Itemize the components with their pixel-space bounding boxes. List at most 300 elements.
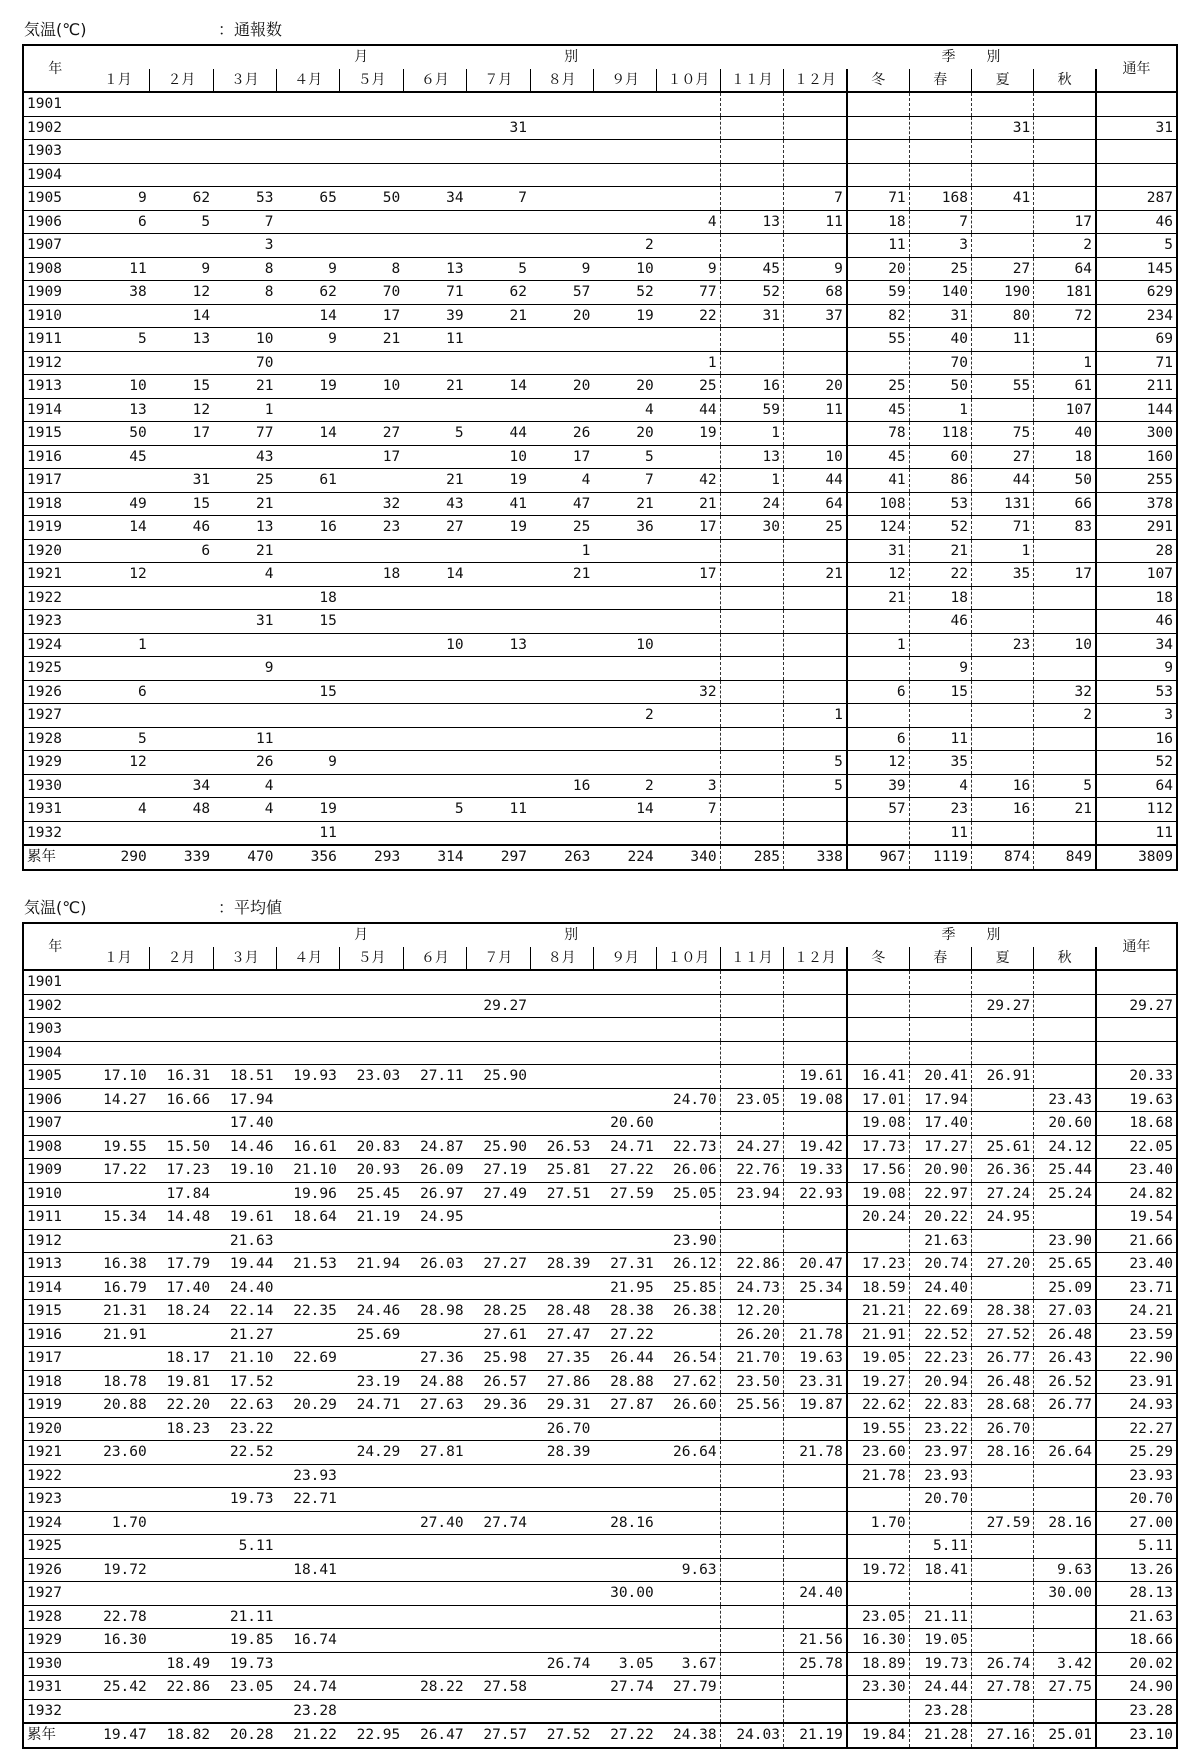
month-value-cell [720, 1041, 783, 1065]
annual-value-cell: 5.11 [1096, 1535, 1177, 1559]
month-value-cell: 48 [150, 798, 213, 822]
month-value-cell [150, 1582, 213, 1606]
total-label: 累年 [23, 1723, 86, 1748]
month-value-cell: 293 [340, 845, 403, 870]
season-value-cell: 27.20 [971, 1253, 1033, 1277]
season-value-cell: 24.12 [1034, 1135, 1096, 1159]
month-value-cell [530, 751, 593, 775]
month-value-cell [213, 1511, 276, 1535]
month-value-cell [530, 163, 593, 187]
annual-value-cell: 234 [1096, 304, 1177, 328]
month-value-cell [403, 657, 466, 681]
month-column-header: ４月 [277, 69, 340, 93]
month-value-cell [593, 1206, 656, 1230]
season-value-cell [909, 1041, 971, 1065]
annual-value-cell: 23.40 [1096, 1253, 1177, 1277]
month-value-cell: 27.58 [467, 1676, 530, 1700]
season-value-cell: 66 [1034, 492, 1096, 516]
month-value-cell: 25.05 [657, 1182, 720, 1206]
season-value-cell: 55 [971, 375, 1033, 399]
month-value-cell: 22.86 [150, 1676, 213, 1700]
caption-label: 気温(℃) [24, 20, 87, 39]
month-column-header: ５月 [340, 947, 403, 971]
month-value-cell [720, 610, 783, 634]
year-cell: 1921 [23, 563, 86, 587]
month-value-cell: 23 [340, 516, 403, 540]
month-value-cell [403, 1041, 466, 1065]
month-value-cell: 19 [467, 516, 530, 540]
year-cell: 1929 [23, 751, 86, 775]
month-value-cell [593, 1018, 656, 1042]
season-value-cell: 5.11 [909, 1535, 971, 1559]
month-value-cell: 26.44 [593, 1347, 656, 1371]
month-value-cell [86, 1652, 149, 1676]
month-value-cell: 25 [657, 375, 720, 399]
table-row [23, 727, 1177, 751]
year-cell: 1901 [23, 92, 86, 116]
month-value-cell: 20.28 [213, 1723, 276, 1748]
month-value-cell: 25.90 [467, 1065, 530, 1089]
month-value-cell: 17 [340, 304, 403, 328]
year-cell: 1930 [23, 1652, 86, 1676]
month-value-cell [403, 1699, 466, 1723]
month-value-cell [530, 210, 593, 234]
month-value-cell [720, 704, 783, 728]
season-value-cell [847, 1488, 909, 1512]
annual-value-cell: 145 [1096, 257, 1177, 281]
table-row [23, 445, 1177, 469]
month-column-header: １月 [86, 69, 149, 93]
season-value-cell: 35 [971, 563, 1033, 587]
month-value-cell: 19 [277, 798, 340, 822]
month-value-cell: 21 [403, 375, 466, 399]
data-table-count [22, 44, 1178, 871]
month-value-cell [657, 539, 720, 563]
season-value-cell [909, 970, 971, 994]
month-value-cell [657, 1629, 720, 1653]
month-value-cell: 18.49 [150, 1652, 213, 1676]
month-value-cell [467, 1041, 530, 1065]
month-value-cell [530, 92, 593, 116]
month-value-cell: 27.51 [530, 1182, 593, 1206]
season-value-cell: 25 [909, 257, 971, 281]
month-value-cell [150, 563, 213, 587]
month-value-cell [340, 970, 403, 994]
table-section-count [22, 18, 1178, 871]
month-value-cell [593, 970, 656, 994]
month-value-cell [784, 1300, 847, 1324]
month-value-cell [277, 163, 340, 187]
month-value-cell [784, 1229, 847, 1253]
month-value-cell [340, 610, 403, 634]
month-value-cell: 27.87 [593, 1394, 656, 1418]
annual-value-cell: 29.27 [1096, 994, 1177, 1018]
month-value-cell [150, 633, 213, 657]
month-value-cell [277, 398, 340, 422]
table-row [23, 1276, 1177, 1300]
annual-value-cell: 23.91 [1096, 1370, 1177, 1394]
month-value-cell: 26.06 [657, 1159, 720, 1183]
season-value-cell [971, 1558, 1033, 1582]
month-value-cell [213, 92, 276, 116]
month-value-cell [784, 994, 847, 1018]
month-value-cell [340, 798, 403, 822]
season-value-cell: 78 [847, 422, 909, 446]
month-value-cell [530, 398, 593, 422]
month-value-cell [530, 234, 593, 258]
year-cell: 1913 [23, 1253, 86, 1277]
month-value-cell [530, 1065, 593, 1089]
month-value-cell: 70 [213, 351, 276, 375]
month-value-cell: 25.45 [340, 1182, 403, 1206]
season-value-cell: 23.43 [1034, 1088, 1096, 1112]
month-value-cell: 21.11 [213, 1605, 276, 1629]
month-value-cell: 4 [213, 774, 276, 798]
table-row [23, 1535, 1177, 1559]
season-value-cell [847, 970, 909, 994]
month-column-header: ６月 [403, 947, 466, 971]
month-value-cell: 23.05 [720, 1088, 783, 1112]
month-value-cell [86, 1347, 149, 1371]
month-value-cell: 25 [784, 516, 847, 540]
season-value-cell: 20.90 [909, 1159, 971, 1183]
month-value-cell: 21.70 [720, 1347, 783, 1371]
month-value-cell [657, 328, 720, 352]
season-value-cell: 35 [909, 751, 971, 775]
season-value-cell: 20.70 [909, 1488, 971, 1512]
month-value-cell: 50 [340, 187, 403, 211]
season-value-cell [971, 140, 1033, 164]
month-value-cell [86, 704, 149, 728]
month-value-cell [340, 1229, 403, 1253]
month-value-cell [213, 116, 276, 140]
month-value-cell [403, 1605, 466, 1629]
season-value-cell: 19.08 [847, 1112, 909, 1136]
month-value-cell [657, 92, 720, 116]
annual-value-cell: 300 [1096, 422, 1177, 446]
season-value-cell [847, 116, 909, 140]
table-row [23, 751, 1177, 775]
month-value-cell: 24.46 [340, 1300, 403, 1324]
month-value-cell [467, 1699, 530, 1723]
season-value-cell [847, 92, 909, 116]
season-value-cell: 86 [909, 469, 971, 493]
season-value-cell: 19.08 [847, 1182, 909, 1206]
month-value-cell: 27.11 [403, 1065, 466, 1089]
annual-value-cell: 16 [1096, 727, 1177, 751]
season-value-cell: 32 [1034, 680, 1096, 704]
month-value-cell: 19.42 [784, 1135, 847, 1159]
season-value-cell: 4 [909, 774, 971, 798]
month-group-header: 月 別 [354, 927, 580, 944]
season-value-cell [1034, 328, 1096, 352]
month-value-cell: 10 [213, 328, 276, 352]
month-value-cell [86, 140, 149, 164]
season-value-cell [971, 1018, 1033, 1042]
month-value-cell [720, 1206, 783, 1230]
annual-value-cell: 31 [1096, 116, 1177, 140]
month-value-cell: 12.20 [720, 1300, 783, 1324]
month-value-cell: 27.86 [530, 1370, 593, 1394]
month-value-cell [720, 1018, 783, 1042]
month-value-cell [530, 1629, 593, 1653]
annual-value-cell: 23.28 [1096, 1699, 1177, 1723]
year-cell: 1920 [23, 539, 86, 563]
season-value-cell [971, 1229, 1033, 1253]
month-value-cell: 16.74 [277, 1629, 340, 1653]
annual-value-cell: 107 [1096, 563, 1177, 587]
month-value-cell [277, 774, 340, 798]
annual-value-cell: 53 [1096, 680, 1177, 704]
month-value-cell [403, 1582, 466, 1606]
month-value-cell [593, 727, 656, 751]
month-value-cell: 24.74 [277, 1676, 340, 1700]
month-value-cell [340, 1699, 403, 1723]
month-value-cell: 20.83 [340, 1135, 403, 1159]
season-value-cell: 53 [909, 492, 971, 516]
month-value-cell [657, 1582, 720, 1606]
month-value-cell: 14 [467, 375, 530, 399]
year-cell: 1925 [23, 657, 86, 681]
season-column-header: 春 [909, 947, 971, 971]
month-value-cell: 11 [784, 398, 847, 422]
annual-value-cell: 22.90 [1096, 1347, 1177, 1371]
month-value-cell: 224 [593, 845, 656, 870]
table-row [23, 610, 1177, 634]
month-value-cell: 31 [467, 116, 530, 140]
month-value-cell: 26.09 [403, 1159, 466, 1183]
season-value-cell [971, 234, 1033, 258]
month-value-cell [403, 774, 466, 798]
month-value-cell: 27.27 [467, 1253, 530, 1277]
month-value-cell [340, 1558, 403, 1582]
month-value-cell [720, 1511, 783, 1535]
month-value-cell [657, 633, 720, 657]
month-value-cell [467, 821, 530, 845]
month-value-cell [720, 798, 783, 822]
month-value-cell: 22 [657, 304, 720, 328]
season-value-cell: 22 [909, 563, 971, 587]
month-value-cell [340, 116, 403, 140]
month-value-cell [530, 1511, 593, 1535]
month-value-cell: 14.46 [213, 1135, 276, 1159]
month-value-cell [657, 751, 720, 775]
month-value-cell [593, 140, 656, 164]
month-value-cell: 24.70 [657, 1088, 720, 1112]
season-value-cell [1034, 116, 1096, 140]
month-value-cell: 22.14 [213, 1300, 276, 1324]
month-value-cell [340, 1088, 403, 1112]
table-row [23, 1018, 1177, 1042]
month-value-cell [150, 1229, 213, 1253]
month-value-cell [340, 140, 403, 164]
month-value-cell [340, 821, 403, 845]
month-value-cell: 19.44 [213, 1253, 276, 1277]
month-value-cell [277, 633, 340, 657]
month-value-cell [150, 163, 213, 187]
month-value-cell: 25.98 [467, 1347, 530, 1371]
month-value-cell: 57 [530, 281, 593, 305]
month-value-cell: 22.73 [657, 1135, 720, 1159]
season-value-cell: 118 [909, 422, 971, 446]
month-value-cell [467, 751, 530, 775]
month-value-cell: 20 [593, 375, 656, 399]
month-value-cell: 24 [720, 492, 783, 516]
month-value-cell [277, 1112, 340, 1136]
month-value-cell [593, 586, 656, 610]
month-value-cell: 285 [720, 845, 783, 870]
month-column-header: １２月 [784, 947, 847, 971]
month-value-cell [403, 92, 466, 116]
annual-value-cell: 21.63 [1096, 1605, 1177, 1629]
season-value-cell: 21 [909, 539, 971, 563]
month-value-cell [467, 1629, 530, 1653]
month-value-cell [150, 994, 213, 1018]
table-row [23, 422, 1177, 446]
season-value-cell [909, 1511, 971, 1535]
month-value-cell [593, 187, 656, 211]
season-value-cell: 26.48 [1034, 1323, 1096, 1347]
month-value-cell [784, 539, 847, 563]
month-value-cell: 12 [150, 281, 213, 305]
year-cell: 1907 [23, 1112, 86, 1136]
year-cell: 1904 [23, 163, 86, 187]
month-value-cell [340, 633, 403, 657]
table-row [23, 657, 1177, 681]
month-column-header: ５月 [340, 69, 403, 93]
table-row [23, 1488, 1177, 1512]
month-value-cell [657, 187, 720, 211]
season-value-cell: 40 [1034, 422, 1096, 446]
season-value-cell: 26.74 [971, 1652, 1033, 1676]
season-value-cell: 23.22 [909, 1417, 971, 1441]
season-value-cell: 57 [847, 798, 909, 822]
table-row [23, 1323, 1177, 1347]
month-value-cell: 28.22 [403, 1676, 466, 1700]
month-value-cell [784, 680, 847, 704]
month-value-cell: 17 [657, 563, 720, 587]
season-value-cell: 17.23 [847, 1253, 909, 1277]
annual-value-cell: 27.00 [1096, 1511, 1177, 1535]
month-value-cell [784, 422, 847, 446]
month-column-header: ９月 [593, 69, 656, 93]
month-value-cell [784, 1041, 847, 1065]
year-cell: 1914 [23, 398, 86, 422]
annual-value-cell: 24.21 [1096, 1300, 1177, 1324]
table-row [23, 1699, 1177, 1723]
month-value-cell [784, 1417, 847, 1441]
month-value-cell: 62 [467, 281, 530, 305]
month-value-cell [720, 563, 783, 587]
month-value-cell: 23.03 [340, 1065, 403, 1089]
season-value-cell [971, 1582, 1033, 1606]
season-value-cell: 27.03 [1034, 1300, 1096, 1324]
season-value-cell: 19.72 [847, 1558, 909, 1582]
month-value-cell: 21.78 [784, 1441, 847, 1465]
year-cell: 1925 [23, 1535, 86, 1559]
month-value-cell [784, 798, 847, 822]
month-value-cell [593, 1535, 656, 1559]
month-value-cell [720, 633, 783, 657]
header-row-columns [23, 69, 1177, 93]
month-value-cell [784, 351, 847, 375]
month-value-cell: 21.78 [784, 1323, 847, 1347]
month-value-cell: 9 [277, 257, 340, 281]
month-value-cell [467, 1229, 530, 1253]
month-value-cell [467, 1652, 530, 1676]
month-value-cell [403, 1535, 466, 1559]
month-value-cell: 27.74 [593, 1676, 656, 1700]
annual-column-header: 通年 [1096, 923, 1177, 970]
season-value-cell: 23.05 [847, 1605, 909, 1629]
month-value-cell [150, 1488, 213, 1512]
year-cell: 1905 [23, 187, 86, 211]
table-row [23, 539, 1177, 563]
month-value-cell: 16 [530, 774, 593, 798]
month-value-cell: 21.94 [340, 1253, 403, 1277]
season-value-cell [1034, 1041, 1096, 1065]
annual-value-cell: 20.33 [1096, 1065, 1177, 1089]
month-column-header: ７月 [467, 947, 530, 971]
month-value-cell: 14 [593, 798, 656, 822]
month-value-cell [784, 234, 847, 258]
season-value-cell: 19.05 [847, 1347, 909, 1371]
season-value-cell [847, 351, 909, 375]
month-value-cell: 27.57 [467, 1723, 530, 1748]
season-value-cell [971, 704, 1033, 728]
month-value-cell [213, 1558, 276, 1582]
year-cell: 1917 [23, 469, 86, 493]
month-value-cell [593, 1488, 656, 1512]
month-value-cell: 24.95 [403, 1206, 466, 1230]
month-value-cell [340, 1652, 403, 1676]
month-value-cell [530, 727, 593, 751]
month-value-cell [720, 1112, 783, 1136]
month-value-cell [86, 586, 149, 610]
season-value-cell: 19.73 [909, 1652, 971, 1676]
season-column-header: 冬 [847, 947, 909, 971]
month-column-header: ２月 [150, 69, 213, 93]
month-value-cell [403, 586, 466, 610]
month-value-cell: 25.56 [720, 1394, 783, 1418]
season-value-cell [909, 704, 971, 728]
season-value-cell: 28.68 [971, 1394, 1033, 1418]
table-row [23, 1041, 1177, 1065]
season-value-cell [1034, 1018, 1096, 1042]
table-row [23, 586, 1177, 610]
month-value-cell [277, 1370, 340, 1394]
season-value-cell: 11 [909, 727, 971, 751]
month-value-cell [467, 398, 530, 422]
month-value-cell: 27.61 [467, 1323, 530, 1347]
month-value-cell [340, 1347, 403, 1371]
month-value-cell: 14 [86, 516, 149, 540]
month-value-cell: 13 [720, 445, 783, 469]
month-value-cell: 15.34 [86, 1206, 149, 1230]
month-value-cell: 10 [593, 633, 656, 657]
month-value-cell: 12 [150, 398, 213, 422]
season-value-cell [971, 1464, 1033, 1488]
year-cell: 1932 [23, 1699, 86, 1723]
month-value-cell: 19.63 [784, 1347, 847, 1371]
month-value-cell [784, 1464, 847, 1488]
month-value-cell [213, 1041, 276, 1065]
month-value-cell [277, 1041, 340, 1065]
month-value-cell: 18.82 [150, 1723, 213, 1748]
season-value-cell: 20.22 [909, 1206, 971, 1230]
month-value-cell [340, 994, 403, 1018]
month-value-cell [86, 1041, 149, 1065]
